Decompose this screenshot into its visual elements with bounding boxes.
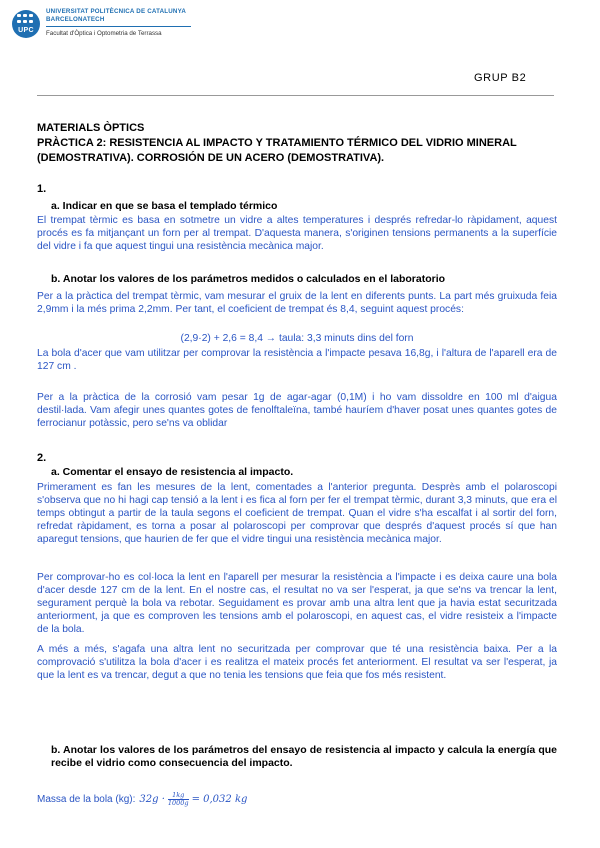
section-2a-text-2: Per comprovar-ho es col·loca la lent en l'aparell per mesurar la resistència a l'impacte i es deixa caure una bola d'acer desde 127 cm de la lent. En el nostre cas, el resultat no va ser l'esperat, ja que se'ns va trencar la lent, segurament perquè la bola va rebotar. Seguidament es provar amb una altra lent que ja havia estat securitzada anteriorment, ja que es comproven les tensions amb el polaroscopi, en aquest cas, el vidre resisteix a l'impacte de la bola. — [37, 572, 557, 635]
mass-formula — [37, 792, 557, 807]
section-1b-text-3: Per a la pràctica de la corrosió vam pesar 1g de agar-agar (0,1M) i ho vam dissoldre en 100 ml d'aigua destil·lada. Vam afegir unes quantes gotes de fenolftaleïna, també hauríem d'haver posat unes quantes gotes de ferrocianur potàssic, pero se'ns va oblidar — [37, 392, 557, 429]
mass-result: = 0,032 kg — [191, 794, 248, 805]
header — [12, 8, 191, 38]
fraction-numerator: 1kg — [172, 791, 185, 799]
logo-text: UPC — [18, 27, 34, 34]
upc-logo — [12, 10, 40, 38]
university-subname: BARCELONATECH — [46, 16, 105, 23]
section-1-number: 1. — [37, 183, 47, 195]
section-2a-heading: a. Comentar el ensayo de resistencia al impacto. — [51, 466, 294, 478]
fraction-denominator: 1000g — [167, 799, 189, 807]
unit-fraction — [168, 792, 189, 807]
mass-value: 32g · — [139, 794, 165, 805]
course-title: MATERIALS ÒPTICS — [37, 122, 145, 134]
group-label: GRUP B2 — [474, 72, 527, 84]
section-1b-text-1: Per a la pràctica del trempat tèrmic, vam mesurar el gruix de la lent en diferents punts. La part més gruixuda feia 2,9mm i la més prima 2,2mm. Per tant, el coeficient de trempat és 8,4, seguint aquest procés: — [37, 291, 557, 315]
section-2b-heading: b. Anotar los valores de los parámetros del ensayo de resistencia al impacto y calcula la energía que recibe el vidrio como consecuencia del impacto. — [51, 744, 557, 769]
university-name: UNIVERSITAT POLITÈCNICA DE CATALUNYA — [46, 8, 186, 15]
section-2a-text-3: A més a més, s'agafa una altra lent no securitzada per comprovar que té una resistència baixa. Per a la comprovació s'utilitza la bola d'acer i es realitza el mateix procés fet anteriorment. El resultat va ser l'esperat, ja que la lent es va trencar, degut a que no tenia les tensions que feia que fos més resistent. — [37, 644, 557, 681]
section-2-number: 2. — [37, 452, 47, 464]
section-2a-text-1: Primerament es fan les mesures de la lent, comentades a l'anterior pregunta. Desprès amb el polaroscopi s'observa que no hi hagi cap tensió a la lent i es fica al forn per fer el trempat tèrmic, durant 3,3 minuts, que era el temps obtingut a partir de la taula segons el coeficient de trempat. Quan el vidre s'ha escalfat i al sortir del forn, refredat ràpidament, es torna a posar al polaroscopi per comprovar que després d'aquest procés sí que han aparegut tensions, que haurien de fer que el vidre tingui una resistència mecànica major. — [37, 482, 557, 545]
practice-title: PRÀCTICA 2: RESISTENCIA AL IMPACTO Y TRATAMIENTO TÉRMICO DEL VIDRIO MINERAL (DEMOSTRATIVA). CORROSIÓN DE UN ACERO (DEMOSTRATIVA). — [37, 137, 517, 164]
mass-label: Massa de la bola (kg): — [37, 794, 136, 805]
document-title — [37, 121, 557, 166]
logo-dots-icon — [17, 14, 35, 23]
section-1b-formula: (2,9·2) + 2,6 = 8,4 → taula: 3,3 minuts dins del forn — [180, 333, 414, 344]
divider — [37, 95, 554, 96]
section-1b-heading: b. Anotar los valores de los parámetros medidos o calculados en el laboratorio — [51, 273, 446, 285]
faculty-name: Facultat d'Òptica i Optometria de Terrassa — [46, 30, 162, 37]
header-rule — [46, 26, 191, 27]
section-1b-text-2: La bola d'acer que vam utilitzar per comprovar la resistència a l'impacte pesava 16,8g, i l'altura de l'aparell era de 127 cm . — [37, 348, 557, 372]
mass-expression — [139, 792, 247, 807]
section-1a-heading: a. Indicar en que se basa el templado térmico — [51, 200, 278, 212]
institution-block — [46, 8, 191, 37]
section-1a-text: El trempat tèrmic es basa en sotmetre un vidre a altes temperatures i després refredar-lo ràpidament, aquest procés es fa mitjançant un forn per al trempat. D'aquesta manera, s'originen tensions permanents a la superfície del vidre i fa que aquest tingui una resistència mecànica major. — [37, 215, 557, 252]
